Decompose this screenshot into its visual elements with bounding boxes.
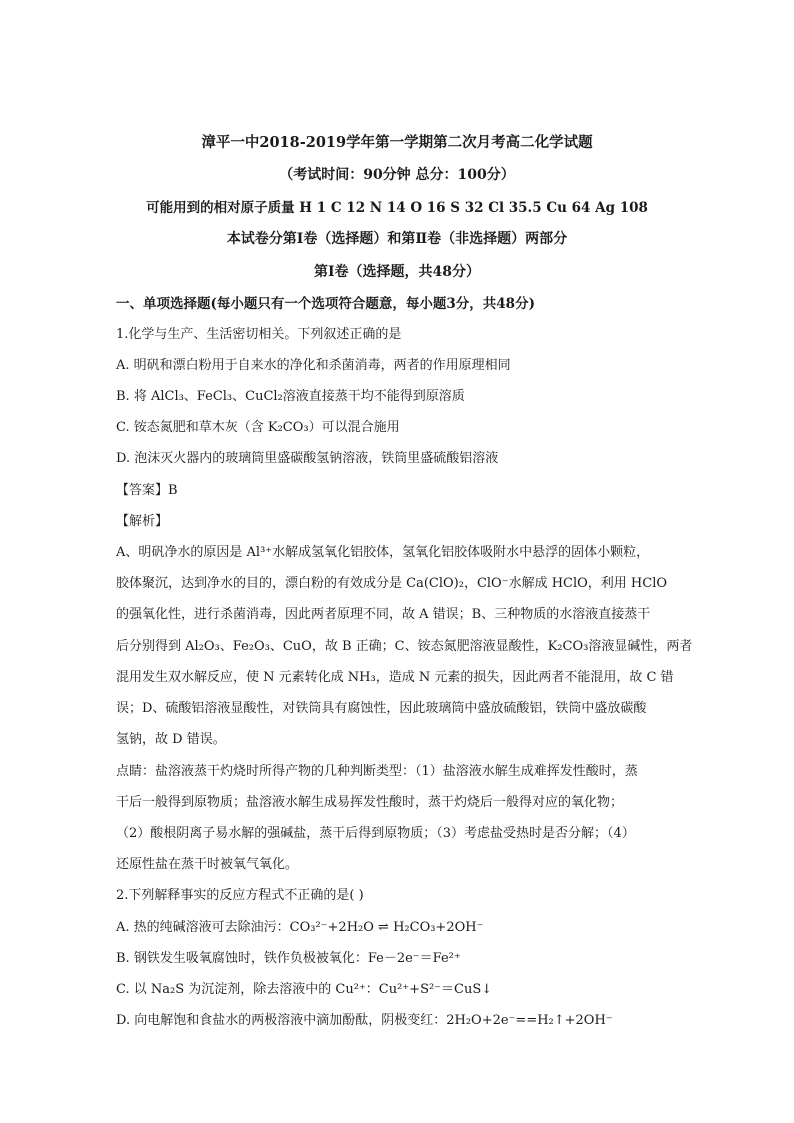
- q1-analysis-line: 后分别得到 Al₂O₃、Fe₂O₃、CuO，故 B 正确；C、铵态氮肥溶液显酸性，K₂CO₃溶液显碱性，两者: [116, 639, 693, 654]
- q1-analysis-line: 误；D、硫酸铝溶液显酸性，对铁筒具有腐蚀性，因此玻璃筒中盛放硫酸铝，铁筒中盛放碳酸: [116, 701, 647, 716]
- q1-analysis-label: 【解析】: [116, 514, 169, 529]
- q2-option-b: B. 钢铁发生吸氧腐蚀时，铁作负极被氧化：Fe－2e⁻＝Fe²⁺: [116, 951, 461, 966]
- q1-note-line: 还原性盐在蒸干时被氧气氧化。: [116, 857, 299, 872]
- q2-option-a: A. 热的纯碱溶液可去除油污：CO₃²⁻+2H₂O ⇌ H₂CO₃+2OH⁻: [116, 920, 484, 935]
- exam-info: （考试时间：90分钟 总分：100分）: [279, 167, 515, 183]
- q1-option-c: C. 铵态氮肥和草木灰（含 K₂CO₃）可以混合施用: [116, 420, 400, 435]
- q1-option-a: A. 明矾和漂白粉用于自来水的净化和杀菌消毒，两者的作用原理相同: [116, 358, 511, 373]
- q1-analysis-line: A、明矾净水的原因是 Al³⁺水解成氢氧化铝胶体，氢氧化铝胶体吸附水中悬浮的固体小颗粒，: [116, 545, 650, 560]
- q2-stem: 2.下列解释事实的反应方程式不正确的是( ): [116, 888, 364, 903]
- q1-option-b: B. 将 AlCl₃、FeCl₃、CuCl₂溶液直接蒸干均不能得到原溶质: [116, 389, 465, 404]
- atomic-masses: 可能用到的相对原子质量 H 1 C 12 N 14 O 16 S 32 Cl 35.5 Cu 64 Ag 108: [146, 200, 648, 216]
- q1-note-line: 干后一般得到原物质；盐溶液水解生成易挥发性酸时，蒸干灼烧后一般得对应的氧化物；: [116, 795, 624, 810]
- section1-heading: 一、单项选择题(每小题只有一个选项符合题意，每小题3分，共48分): [116, 296, 535, 312]
- q1-analysis-line: 氢钠，故 D 错误。: [116, 732, 226, 747]
- q1-stem: 1.化学与生产、生活密切相关。下列叙述正确的是: [116, 327, 402, 342]
- q1-analysis-line: 混用发生双水解反应，使 N 元素转化成 NH₃，造成 N 元素的损失，因此两者不能混用，故 C 错: [116, 670, 674, 685]
- sections-note: 本试卷分第Ⅰ卷（选择题）和第Ⅱ卷（非选择题）两部分: [226, 231, 568, 247]
- part1-title: 第Ⅰ卷（选择题，共48分）: [313, 264, 481, 280]
- q1-note-line: （2）酸根阴离子易水解的强碱盐，蒸干后得到原物质；（3）考虑盐受热时是否分解；（4）: [116, 826, 635, 841]
- q1-analysis-line: 胶体聚沉，达到净水的目的，漂白粉的有效成分是 Ca(ClO)₂，ClO⁻水解成 HClO，利用 HClO: [116, 576, 668, 591]
- q2-option-d: D. 向电解饱和食盐水的两极溶液中滴加酚酞，阴极变红：2H₂O+2e⁻==H₂↑+2OH⁻: [116, 1013, 613, 1028]
- q2-option-c: C. 以 Na₂S 为沉淀剂，除去溶液中的 Cu²⁺：Cu²⁺+S²⁻＝CuS↓: [116, 982, 493, 997]
- q1-answer: 【答案】B: [116, 483, 178, 498]
- q1-analysis-line: 的强氧化性，进行杀菌消毒，因此两者原理不同，故 A 错误；B、三种物质的水溶液直接蒸干: [116, 607, 651, 622]
- exam-title: 漳平一中2018-2019学年第一学期第二次月考高二化学试题: [201, 134, 593, 151]
- q1-option-d: D. 泡沫灭火器内的玻璃筒里盛碳酸氢钠溶液，铁筒里盛硫酸铝溶液: [116, 451, 499, 466]
- q1-note-line: 点睛：盐溶液蒸干灼烧时所得产物的几种判断类型：（1）盐溶液水解生成难挥发性酸时，蒸: [116, 764, 638, 779]
